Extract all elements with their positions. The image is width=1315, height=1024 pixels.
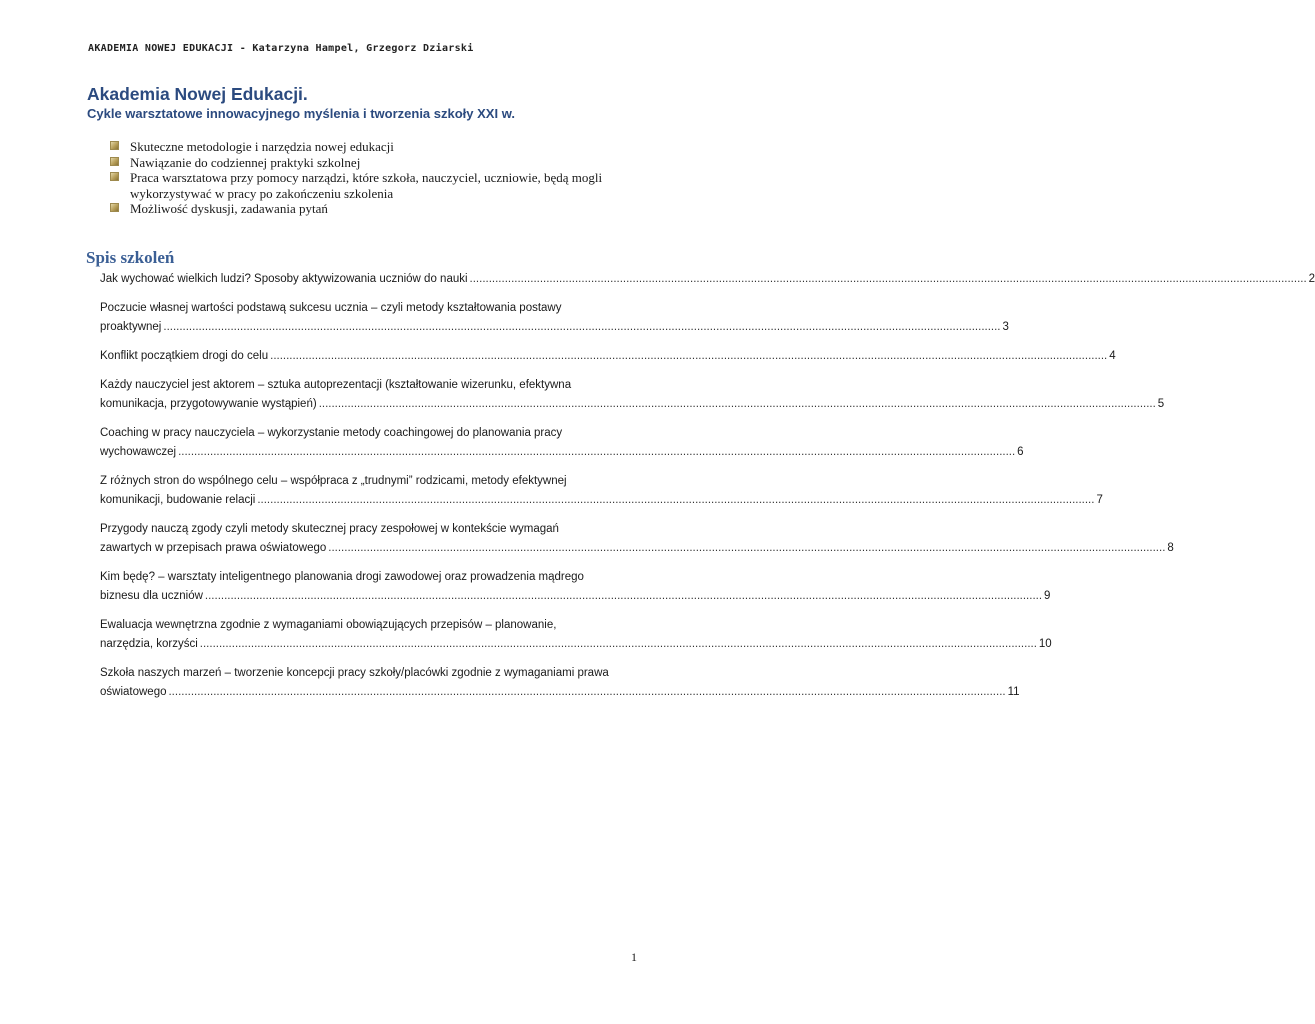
toc-entry[interactable] (100, 568, 1051, 606)
page-number: 1 (631, 950, 637, 964)
toc-page-number[interactable]: 3 (1002, 321, 1009, 333)
toc-entry-title[interactable]: Z różnych stron do wspólnego celu – współpraca z „trudnymi” rodzicami, metody efektywnej (100, 475, 567, 487)
toc-entry[interactable] (100, 270, 1315, 289)
bullet-text: Możliwość dyskusji, zadawania pytań (130, 201, 328, 216)
toc-entry[interactable] (100, 347, 1116, 366)
toc-page-number[interactable]: 2 (1308, 273, 1315, 285)
toc-leader (270, 347, 1107, 366)
toc-entry-title-cont[interactable]: zawartych w przepisach prawa oświatowego (100, 542, 327, 554)
toc-page-number[interactable]: 8 (1167, 542, 1174, 554)
toc-page-number[interactable]: 5 (1157, 398, 1165, 410)
toc-leader (163, 318, 1000, 337)
toc-page-number[interactable]: 11 (1007, 686, 1020, 698)
toc-entry-title[interactable]: Przygody nauczą zgody czyli metody skutecznej pracy zespołowej w kontekście wymagań (100, 523, 559, 535)
toc-page-number[interactable]: 7 (1096, 494, 1103, 506)
toc-leader (257, 491, 1094, 510)
toc-leader (470, 270, 1307, 289)
toc-leader (168, 683, 1005, 702)
toc-entry-title-cont[interactable]: wychowawczej (100, 446, 177, 458)
toc-entry[interactable] (100, 664, 1020, 702)
running-header: AKADEMIA NOWEJ EDUKACJI - Katarzyna Hampel, Grzegorz Dziarski (88, 43, 474, 54)
toc-entry[interactable] (100, 472, 1103, 510)
square-bullet-icon (110, 157, 119, 166)
toc-entry[interactable] (100, 520, 1174, 558)
toc-entry-title-cont[interactable]: komunikacja, przygotowywanie wystąpień) (100, 398, 317, 410)
toc-heading: Spis szkoleń (86, 248, 175, 267)
toc-entry-title-cont[interactable]: proaktywnej (100, 321, 162, 333)
document-subtitle: Cykle warsztatowe innowacyjnego myślenia i tworzenia szkoły XXI w. (87, 106, 515, 121)
toc-leader (319, 395, 1156, 414)
toc-entry-title-cont[interactable]: oświatowego (100, 686, 167, 698)
toc-page-number[interactable]: 6 (1017, 446, 1024, 458)
toc-entry[interactable] (100, 299, 1009, 337)
toc-entry-title[interactable]: Coaching w pracy nauczyciela – wykorzystanie metody coachingowej do planowania pracy (100, 427, 563, 439)
toc-entry-title[interactable]: Poczucie własnej wartości podstawą sukcesu ucznia – czyli metody kształtowania postawy (100, 302, 562, 314)
toc-leader (200, 635, 1037, 654)
bullet-text: Praca warsztatowa przy pomocy narządzi, które szkoła, nauczyciel, uczniowie, będą mogli wykorzystywać w pracy po zakończeniu szkolenia (130, 170, 603, 201)
toc-entry[interactable] (100, 616, 1052, 654)
bullet-item (110, 170, 630, 201)
bullet-item (110, 201, 630, 217)
toc-entry-title[interactable]: Konflikt początkiem drogi do celu (100, 350, 269, 362)
toc-entry-title[interactable]: Każdy nauczyciel jest aktorem – sztuka autoprezentacji (kształtowanie wizerunku, efektywna (100, 379, 572, 391)
toc-entry-title[interactable]: Kim będę? – warsztaty inteligentnego planowania drogi zawodowej oraz prowadzenia mądrego (100, 571, 584, 583)
square-bullet-icon (110, 172, 119, 181)
toc-entry-title-cont[interactable]: komunikacji, budowanie relacji (100, 494, 256, 506)
square-bullet-icon (110, 203, 119, 212)
toc-leader (328, 539, 1165, 558)
bullet-item (110, 155, 630, 171)
bullet-item (110, 139, 630, 155)
toc-entry[interactable] (100, 424, 1024, 462)
toc-entry-title[interactable]: Szkoła naszych marzeń – tworzenie koncepcji pracy szkoły/placówki zgodnie z wymaganiami prawa (100, 667, 609, 679)
toc-leader (205, 587, 1042, 606)
toc-entry-title[interactable]: Jak wychować wielkich ludzi? Sposoby aktywizowania uczniów do nauki (100, 273, 468, 285)
toc-page-number[interactable]: 9 (1044, 590, 1051, 602)
table-of-contents (100, 270, 1315, 712)
toc-leader (178, 443, 1015, 462)
square-bullet-icon (110, 141, 119, 150)
bullet-text: Skuteczne metodologie i narzędzia nowej edukacji (130, 139, 394, 154)
toc-page-number[interactable]: 4 (1109, 350, 1116, 362)
toc-entry-title-cont[interactable]: narzędzia, korzyści (100, 638, 198, 650)
toc-page-number[interactable]: 10 (1038, 638, 1052, 650)
toc-entry[interactable] (100, 376, 1165, 414)
document-title: Akademia Nowej Edukacji. (87, 84, 308, 104)
toc-entry-title[interactable]: Ewaluacja wewnętrzna zgodnie z wymaganiami obowiązujących przepisów – planowanie, (100, 619, 557, 631)
toc-entry-title-cont[interactable]: biznesu dla uczniów (100, 590, 203, 602)
bullet-text: Nawiązanie do codziennej praktyki szkolnej (130, 154, 361, 170)
feature-bullet-list (110, 139, 630, 217)
